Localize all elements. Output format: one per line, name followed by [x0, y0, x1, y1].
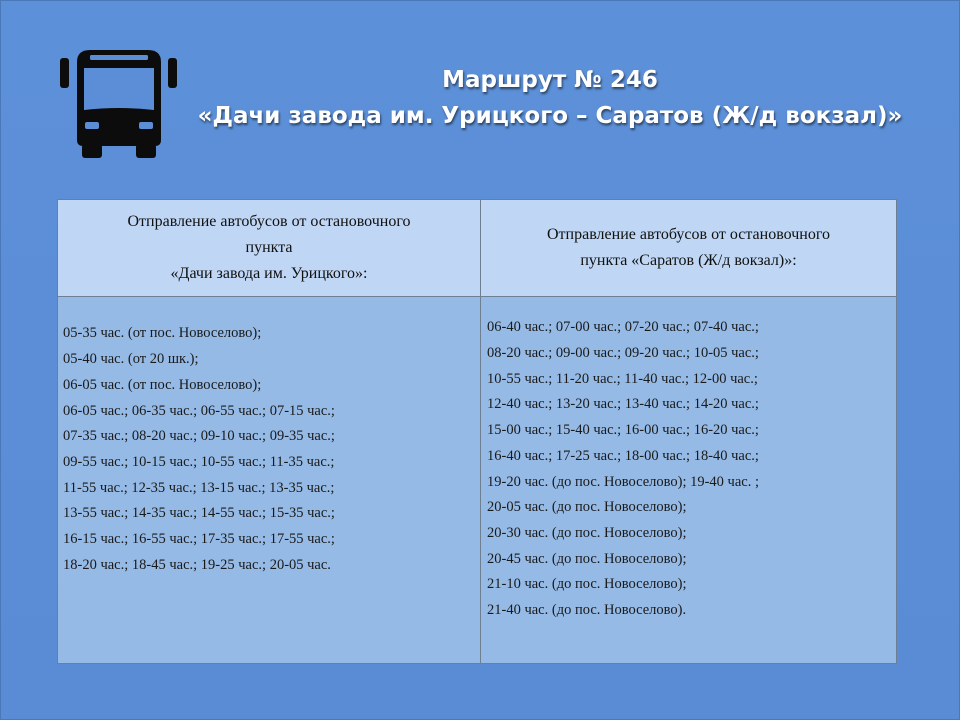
bus-front-icon [60, 48, 178, 160]
time-line: 19-20 час. (до пос. Новоселово); 19-40 час. ; [487, 473, 759, 490]
header-left-line: «Дачи завода им. Урицкого»: [170, 265, 368, 282]
header-left-line: пункта [245, 239, 293, 256]
route-name: «Дачи завода им. Урицкого – Саратов (Ж/д вокзал)» [197, 103, 903, 129]
time-line: 08-20 час.; 09-00 час.; 09-20 час.; 10-05 час.; [487, 344, 759, 361]
time-line: 15-00 час.; 15-40 час.; 16-00 час.; 16-20 час.; [487, 422, 759, 439]
time-line: 18-20 час.; 18-45 час.; 19-25 час.; 20-05 час. [63, 556, 331, 573]
time-line: 05-40 час. (от 20 шк.); [63, 351, 199, 368]
header-right-line: пункта «Саратов (Ж/д вокзал)»: [580, 252, 797, 269]
header-left-line: Отправление автобусов от остановочного [127, 213, 411, 230]
time-line: 21-40 час. (до пос. Новоселово). [487, 602, 687, 619]
time-line: 20-45 час. (до пос. Новоселово); [487, 550, 687, 567]
time-line: 06-40 час.; 07-00 час.; 07-20 час.; 07-40 час.; [487, 319, 759, 336]
page-title [170, 62, 930, 134]
time-line: 16-15 час.; 16-55 час.; 17-35 час.; 17-55 час.; [63, 531, 335, 548]
time-line: 06-05 час. (от пос. Новоселово); [63, 376, 262, 393]
time-line: 13-55 час.; 14-35 час.; 14-55 час.; 15-35 час.; [63, 505, 335, 522]
time-line: 06-05 час.; 06-35 час.; 06-55 час.; 07-15 час.; [63, 402, 335, 419]
time-line: 12-40 час.; 13-20 час.; 13-40 час.; 14-20 час.; [487, 396, 759, 413]
time-line: 10-55 час.; 11-20 час.; 11-40 час.; 12-00 час.; [487, 370, 758, 387]
left-times-cell [58, 297, 481, 664]
time-line: 05-35 час. (от пос. Новоселово); [63, 325, 262, 342]
header-left [58, 200, 481, 297]
time-line: 07-35 час.; 08-20 час.; 09-10 час.; 09-35 час.; [63, 428, 335, 445]
time-line: 20-05 час. (до пос. Новоселово); [487, 499, 687, 516]
header-right [481, 200, 897, 297]
time-line: 09-55 час.; 10-15 час.; 10-55 час.; 11-35 час.; [63, 454, 335, 470]
time-line: 11-55 час.; 12-35 час.; 13-15 час.; 13-35 час.; [63, 479, 335, 496]
time-line: 16-40 час.; 17-25 час.; 18-00 час.; 18-40 час.; [487, 447, 759, 464]
header-right-line: Отправление автобусов от остановочного [546, 226, 831, 243]
schedule-table [57, 199, 897, 664]
right-times-cell [481, 297, 897, 664]
route-number: Маршрут № 246 [442, 67, 658, 93]
time-line: 21-10 час. (до пос. Новоселово); [487, 576, 687, 593]
time-line: 20-30 час. (до пос. Новоселово); [487, 524, 687, 541]
